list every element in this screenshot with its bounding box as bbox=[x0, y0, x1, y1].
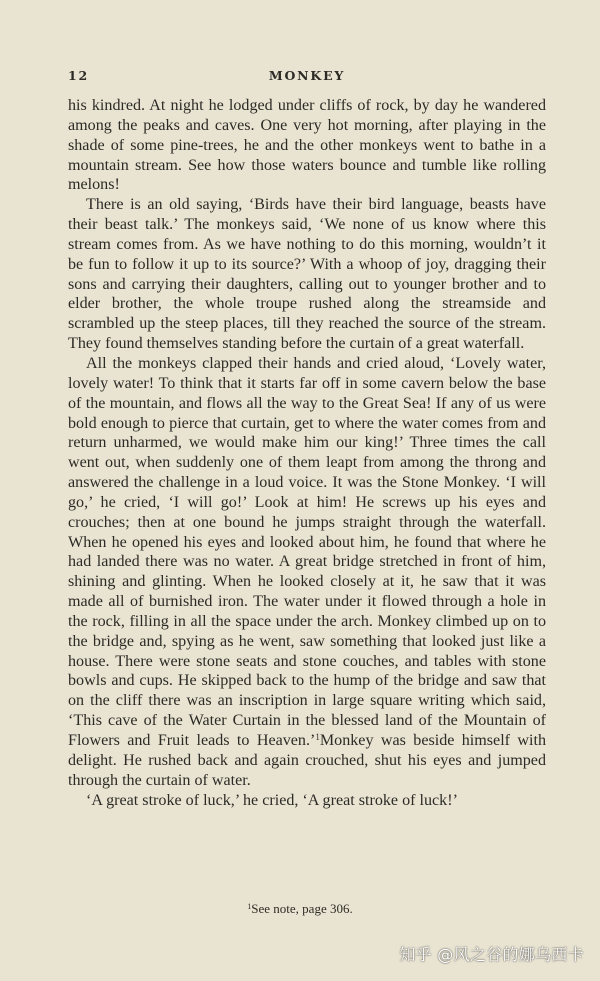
footnote bbox=[0, 901, 600, 917]
watermark: 知乎 @风之谷的娜乌西卡 bbox=[399, 945, 584, 964]
running-title: MONKEY bbox=[268, 68, 346, 83]
footnote-mark: 1 bbox=[247, 902, 252, 911]
paragraph: his kindred. At night he lodged under cliffs of rock, by day he wandered among the peaks and caves. One very hot morning, after playing in the shade of some pine-trees, he and the other monkeys went to bathe in a mountain stream. See how those waters bounce and tumble like rolling melons! bbox=[68, 97, 546, 194]
paragraph-text: Monkey was beside himself with delight. He rushed back and again crouched, shut his eyes and jumped through the curtain of water. bbox=[68, 732, 547, 789]
paragraph bbox=[68, 354, 546, 791]
paragraph: ‘A great stroke of luck,’ he cried, ‘A great stroke of luck!’ bbox=[86, 791, 458, 809]
footnote-text: See note, page 306. bbox=[251, 901, 353, 916]
body-text bbox=[68, 96, 546, 810]
footnote-reference: 1 bbox=[315, 732, 320, 742]
page-number: 12 bbox=[68, 68, 89, 83]
paragraph-text: All the monkeys clapped their hands and cried aloud, ‘Lovely water, lovely water! To think that it starts far off in some cavern below the base of the mountain, and flows all the way to the Great Sea! If any of us were bold enough to pierce that curtain, get to where the water comes from and return unharmed, we would make him our king!’ Three times the call went out, when suddenly one of them leapt from among the throng and answered the challenge in a loud voice. It was the Stone Monkey. ‘I will go,’ he cried, ‘I will go!’ Look at him! He screws up his eyes and crouches; then at one bound he jumps straight through the waterfall. When he opened his eyes and looked about him, he found that where he had landed there was no water. A great bridge stretched in front of him, shining and glinting. When he looked closely at it, he saw that it was made all of burnished iron. The water under it flowed through a hole in the rock, filling in all the space under the arch. Monkey climbed up on to the bridge and, spying as he went, saw something that looked just like a house. There were stone seats and stone couches, and tables with stone bowls and cups. He skipped back to the hump of the bridge and saw that on the cliff there was an inscription in large square writing which said, ‘This cave of the Water Curtain in the blessed land of the Mountain of Flowers and Fruit leads to Heaven.’ bbox=[68, 354, 546, 749]
page-header bbox=[68, 68, 546, 88]
paragraph: There is an old saying, ‘Birds have their bird language, beasts have their beast talk.’ The monkeys said, ‘We none of us know where this stream comes from. As we have nothing to do this morning, wouldn’t it be fun to follow it up to its source?’ With a whoop of joy, dragging their sons and carrying their daughters, calling out to younger brother and to elder brother, the whole troupe rushed along the streamside and scrambled up the steep places, till they reached the source of the stream. They found themselves standing before the curtain of a great waterfall. bbox=[68, 196, 546, 353]
